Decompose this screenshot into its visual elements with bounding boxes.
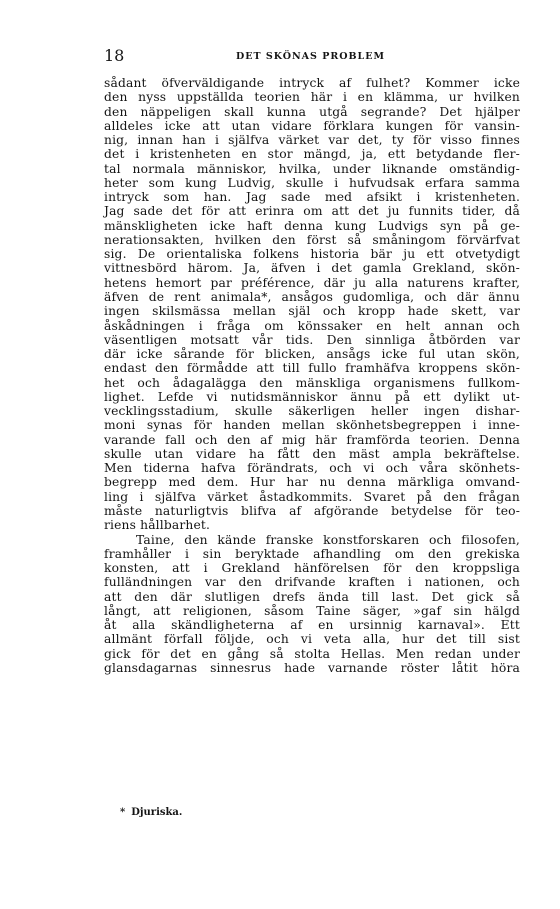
text-line: alldeles icke att utan vidare förklara kungen för vansin- bbox=[104, 118, 520, 133]
text-line: den näppeligen skall kunna utgå segrande? Det hjälper bbox=[104, 104, 520, 119]
text-line: vittnesbörd härom. Ja, äfven i det gamla Grekland, skön- bbox=[104, 261, 520, 276]
paragraph-end-line: riens hållbarhet. bbox=[104, 518, 211, 533]
text-line: lighet. Lefde vi nutidsmänniskor ännu på ett dylikt ut- bbox=[104, 389, 520, 404]
paragraph-start-line: Taine, den kände franske konstforskaren och filosofen, bbox=[136, 532, 520, 547]
text-line: att den där slutligen drefs ända till last. Det gick så bbox=[104, 589, 520, 604]
text-line: den nyss uppställda teorien här i en klämma, ur hvilken bbox=[104, 90, 520, 105]
text-line: det i kristenheten en stor mängd, ja, ett betydande fler- bbox=[104, 147, 520, 162]
text-line: sig. De orientaliska folkens historia bär ju ett otvetydigt bbox=[104, 247, 520, 262]
text-line: varande fall och den af mig här framförda teorien. Denna bbox=[104, 432, 520, 447]
footnote-mark: * bbox=[120, 807, 126, 818]
text-line: äfven de rent animala*, ansågos gudomliga, och där ännu bbox=[104, 289, 520, 304]
text-line: framhåller i sin beryktade afhandling om den grekiska bbox=[104, 546, 520, 561]
body-text bbox=[104, 76, 520, 675]
text-line: allmänt förfall följde, och vi veta alla, hur det till sist bbox=[104, 632, 520, 647]
running-title: DET SKÖNAS PROBLEM bbox=[236, 51, 385, 62]
text-line: gick för det en gång så stolta Hellas. Men redan under bbox=[104, 646, 520, 661]
text-line: där icke sårande för blicken, ansågs icke ful utan skön, bbox=[104, 347, 520, 362]
text-line: nerationsakten, hvilken den först så småningom förvärfvat bbox=[104, 232, 520, 247]
text-line: heter som kung Ludvig, skulle i hufvudsak erfara samma bbox=[104, 175, 520, 190]
text-line: endast den förmådde att till fullo framhäfva kroppens skön- bbox=[104, 361, 520, 376]
text-line: konsten, att i Grekland hänförelsen för den kroppsliga bbox=[104, 561, 520, 576]
text-line: ingen skilsmässa mellan själ och kropp hade skett, var bbox=[104, 304, 520, 319]
footnote-text: Djuriska. bbox=[131, 807, 183, 818]
text-line: vecklingsstadium, skulle säkerligen heller ingen dishar- bbox=[104, 404, 520, 419]
text-line: åt alla skändligheterna af en ursinnig karnaval». Ett bbox=[104, 618, 520, 633]
footnote bbox=[120, 807, 182, 818]
text-line: ling i själfva värket åstadkommits. Svaret på den frågan bbox=[104, 489, 520, 504]
text-line: väsentligen motsatt vår tids. Den sinnliga åtbörden var bbox=[104, 332, 520, 347]
text-line: nig, innan han i själfva värket var det, ty för visso finnes bbox=[104, 133, 520, 148]
text-line: Men tiderna hafva förändrats, och vi och våra skönhets- bbox=[104, 461, 520, 476]
text-line: het och ådagalägga den mänskliga organismens fullkom- bbox=[104, 375, 520, 390]
text-line: glansdagarnas sinnesrus hade varnande röster låtit höra bbox=[104, 660, 520, 675]
text-line: tal normala människor, hvilka, under liknande omständig- bbox=[104, 161, 520, 176]
text-line: fulländningen var den drifvande kraften i nationen, och bbox=[104, 575, 520, 590]
text-line: sådant öfverväldigande intryck af fulhet? Kommer icke bbox=[104, 76, 520, 90]
text-line: åskådningen i fråga om könssaker en helt annan och bbox=[104, 318, 520, 333]
page-number: 18 bbox=[104, 46, 125, 65]
text-line: skulle utan vidare ha fått den mäst ampla bekräftelse. bbox=[104, 446, 520, 461]
text-line: Jag sade det för att erinra om att det ju funnits tider, då bbox=[104, 204, 520, 219]
text-line: begrepp med dem. Hur har nu denna märkliga omvand- bbox=[104, 475, 520, 490]
page-header bbox=[104, 44, 520, 70]
text-line: långt, att religionen, såsom Taine säger, »gaf sin hälgd bbox=[104, 603, 520, 618]
text-line: måste naturligtvis blifva af afgörande betydelse för teo- bbox=[104, 503, 520, 518]
text-line: hetens hemort par préférence, där ju alla naturens krafter, bbox=[104, 275, 520, 290]
text-line: mänskligheten icke haft denna kung Ludvigs syn på ge- bbox=[104, 218, 520, 233]
text-line: moni synas för handen mellan skönhetsbegreppen i inne- bbox=[104, 418, 520, 433]
text-line: intryck som han. Jag sade med afsikt i kristenheten. bbox=[104, 190, 520, 205]
